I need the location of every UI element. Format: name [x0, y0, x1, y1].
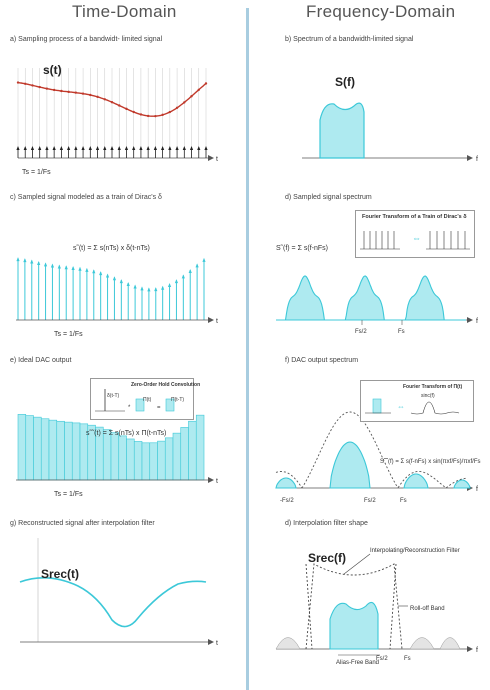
inset-pi-tt: Π(t-T) [171, 397, 185, 403]
frequency-domain-header: Frequency-Domain [306, 2, 456, 21]
dirac-arrowhead [85, 268, 88, 272]
sample-point [104, 98, 106, 100]
sample-point [53, 89, 55, 91]
zoh-step [196, 415, 204, 480]
inset-fourier-dirac-title: Fourier Transform of a Train of Dirac's δ [362, 214, 467, 220]
panel-c-dirac-train [8, 205, 238, 345]
zoh-step [173, 433, 181, 480]
st-label: s(t) [43, 63, 62, 77]
caption-c: c) Sampled signal modeled as a train of Dirac's δ [10, 194, 162, 201]
zoh-step [150, 443, 158, 480]
ts-label-c: Ts = 1/Fs [54, 331, 83, 338]
sample-arrowhead [204, 146, 207, 150]
fs-label-h: Fs [404, 656, 411, 662]
inset-dirac-t: δ(t-T) [107, 393, 120, 399]
zoh-step [189, 421, 197, 480]
t-axis-label-a: t [216, 156, 218, 163]
dirac-arrowhead [168, 283, 171, 287]
sample-point [190, 95, 192, 97]
caption-d: d) Sampled signal spectrum [285, 194, 372, 201]
sample-point [125, 108, 127, 110]
caption-h: d) Interpolation filter shape [285, 520, 368, 527]
sample-arrowhead [38, 146, 41, 150]
fs-label-d: Fs [398, 329, 405, 335]
inset-zoh [90, 378, 201, 420]
zoh-step [134, 441, 142, 480]
t-axis-label-e: t [216, 478, 218, 485]
zoh-step [41, 419, 49, 480]
neg-fs2-label: -Fs/2 [280, 498, 294, 504]
ts-label-a: Ts = 1/Fs [22, 169, 51, 176]
srec-t-label: Srec(t) [41, 567, 80, 581]
sample-arrowhead [125, 146, 128, 150]
svg-text:⇔: ⇔ [412, 233, 421, 243]
sample-arrowhead [175, 146, 178, 150]
sample-arrowhead [139, 146, 142, 150]
sample-arrowhead [110, 146, 113, 150]
sample-arrowhead [24, 146, 27, 150]
dirac-arrowhead [196, 263, 199, 267]
sample-point [82, 92, 84, 94]
inset-fourier-dirac [355, 210, 475, 258]
sf-label: S(f) [335, 75, 355, 89]
zoh-step [57, 421, 65, 480]
sample-point [89, 94, 91, 96]
dirac-arrowhead [140, 286, 143, 290]
zoh-step [119, 436, 127, 480]
svg-text:⇔: ⇔ [397, 402, 405, 411]
dirac-arrowhead [134, 285, 137, 289]
sample-arrowhead [154, 146, 157, 150]
zoh-step [165, 438, 173, 480]
inset-fourier-pi-title: Fourier Transform of Π(t) [403, 384, 463, 390]
sample-point [118, 104, 120, 106]
sample-point [75, 91, 77, 93]
sample-arrowhead [81, 146, 84, 150]
sample-point [46, 87, 48, 89]
sample-point [176, 107, 178, 109]
zoh-step [18, 414, 26, 480]
sample-point [205, 82, 207, 84]
dirac-arrowhead [127, 282, 130, 286]
center-divider [246, 8, 249, 690]
panel-g-reconstructed [8, 534, 238, 654]
zoh-step [181, 427, 189, 480]
caption-a: a) Sampling process of a bandwidt- limited signal [10, 36, 163, 43]
sample-point [31, 84, 33, 86]
dirac-arrowhead [106, 273, 109, 277]
dirac-arrowhead [175, 279, 178, 283]
sample-arrowhead [147, 146, 150, 150]
sample-point [198, 89, 200, 91]
sample-arrowhead [16, 146, 19, 150]
sample-point [161, 114, 163, 116]
sample-arrowhead [197, 146, 200, 150]
sample-arrowhead [96, 146, 99, 150]
zoh-step [65, 422, 73, 480]
sample-arrowhead [118, 146, 121, 150]
rolloff-label: Roll-off Band [410, 606, 445, 612]
dirac-arrowhead [78, 267, 81, 271]
fs2-label-d: Fs/2 [355, 329, 367, 335]
caption-e: e) Ideal DAC output [10, 357, 72, 364]
sample-point [67, 91, 69, 93]
f-axis-label-f: f [476, 486, 478, 493]
sample-arrowhead [53, 146, 56, 150]
dirac-arrowhead [65, 265, 68, 269]
sample-arrowhead [89, 146, 92, 150]
inset-sinc: sinc(f) [421, 393, 435, 399]
caption-f: f) DAC output spectrum [285, 357, 359, 364]
zoh-step [127, 439, 135, 480]
inset-zoh-title: Zero-Order Hold Convolution [131, 382, 201, 388]
fs-label-f: Fs [400, 498, 407, 504]
dirac-arrowhead [72, 266, 75, 270]
sample-arrowhead [190, 146, 193, 150]
sample-arrowhead [132, 146, 135, 150]
zoh-step [49, 420, 57, 480]
caption-b: b) Spectrum of a bandwidth-limited signal [285, 36, 414, 43]
dirac-arrowhead [154, 287, 157, 291]
dirac-arrowhead [37, 261, 40, 265]
eq-c: s˜(t) = Σ s(nTs) x δ(t-nTs) [73, 245, 150, 252]
sample-arrowhead [60, 146, 63, 150]
dirac-arrowhead [202, 258, 205, 262]
svg-text:=: = [157, 405, 161, 411]
sample-point [96, 96, 98, 98]
replica-hatch [276, 638, 300, 650]
sample-point [38, 86, 40, 88]
zoh-step [103, 430, 111, 480]
zoh-step [34, 417, 42, 480]
panel-b-spectrum [272, 60, 482, 170]
eq-e: s˜˜(t) = Σ s(nTs) x Π(t-nTs) [86, 430, 167, 437]
sample-arrowhead [103, 146, 106, 150]
inset-pi-t: Π(t) [143, 397, 152, 403]
dirac-arrowhead [92, 269, 95, 273]
fs2-label-f: Fs/2 [364, 498, 376, 504]
inset-fourier-pi [360, 380, 474, 422]
dirac-arrowhead [23, 258, 26, 262]
dirac-arrowhead [51, 264, 54, 268]
zoh-step [158, 441, 166, 480]
dirac-arrowhead [182, 274, 185, 278]
dirac-arrowhead [161, 286, 164, 290]
sample-point [147, 115, 149, 117]
t-axis-label-c: t [216, 318, 218, 325]
sample-point [132, 111, 134, 113]
zoh-step [26, 416, 34, 480]
sample-point [111, 101, 113, 103]
dirac-arrowhead [58, 265, 61, 269]
f-axis-label-b: f [476, 156, 478, 163]
sample-arrowhead [183, 146, 186, 150]
f-axis-label-d: f [476, 318, 478, 325]
sample-point [183, 101, 185, 103]
fs2-label-h: Fs/2 [376, 656, 388, 662]
sample-arrowhead [74, 146, 77, 150]
sample-point [60, 90, 62, 92]
sample-arrowhead [67, 146, 70, 150]
sample-arrowhead [161, 146, 164, 150]
sample-point [169, 111, 171, 113]
panel-a-sampling [8, 50, 238, 180]
sample-arrowhead [31, 146, 34, 150]
t-axis-label-g: t [216, 640, 218, 647]
dirac-arrowhead [99, 271, 102, 275]
interp-filter-label: Interpolating/Reconstruction Filter [370, 548, 460, 554]
dirac-arrowhead [120, 279, 123, 283]
sample-point [17, 81, 19, 83]
dirac-arrowhead [147, 287, 150, 291]
eq-d: S˜(f) = Σ s(f-nFs) [276, 245, 328, 252]
sample-arrowhead [45, 146, 48, 150]
dirac-arrowhead [30, 260, 33, 264]
srec-f-label: Srec(f) [308, 551, 347, 565]
replica-hatch [440, 638, 460, 650]
caption-g: g) Reconstructed signal after interpolation filter [10, 520, 155, 527]
ts-label-e: Ts = 1/Fs [54, 491, 83, 498]
dirac-arrowhead [44, 262, 47, 266]
zoh-step [72, 423, 80, 480]
panel-h-filter-shape [272, 534, 487, 674]
replica-hatch [410, 638, 434, 650]
eq-f: S˜˜(f) = Σ s(f-nFs) x sin(πxf/Fs)/πxf/Fs [380, 459, 481, 465]
dirac-arrowhead [16, 257, 19, 261]
sample-point [154, 115, 156, 117]
sample-point [140, 113, 142, 115]
zoh-step [111, 433, 119, 480]
svg-text:*: * [128, 405, 131, 411]
dirac-arrowhead [189, 269, 192, 273]
alias-free-label: Alias-Free Band [336, 660, 380, 666]
f-axis-label-h: f [476, 647, 478, 654]
dirac-arrowhead [113, 276, 116, 280]
zoh-step [142, 443, 150, 480]
sample-arrowhead [168, 146, 171, 150]
time-domain-header: Time-Domain [72, 2, 177, 21]
sample-point [24, 83, 26, 85]
